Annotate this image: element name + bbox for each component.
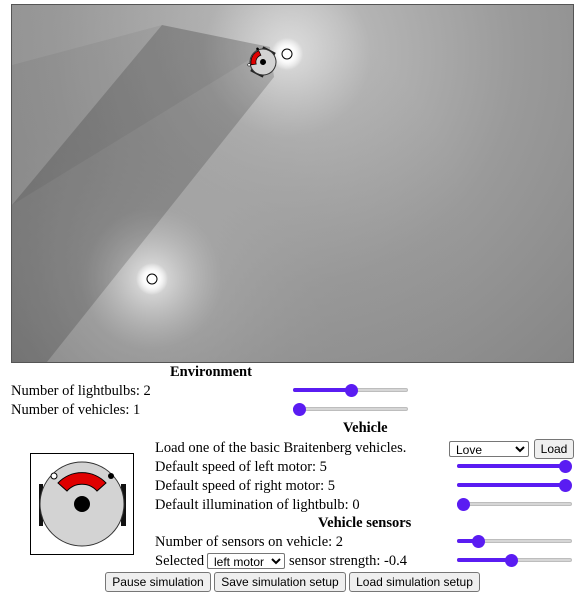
sensor-count-slider[interactable] xyxy=(457,534,572,550)
sensor-target-select[interactable] xyxy=(207,553,285,569)
sensors-heading: Vehicle sensors xyxy=(318,515,412,531)
left-motor-slider[interactable] xyxy=(457,459,572,475)
lightbulb-icon[interactable] xyxy=(136,263,168,295)
environment-heading: Environment xyxy=(170,364,252,380)
vehicles-slider[interactable] xyxy=(293,402,408,418)
right-motor-label: Default speed of right motor: 5 xyxy=(155,478,335,494)
selected-sensor-label: Selected xyxy=(155,553,205,569)
vehicle-heading: Vehicle xyxy=(343,420,388,436)
illumination-label: Default illumination of lightbulb: 0 xyxy=(155,497,360,513)
load-setup-button[interactable]: Load simulation setup xyxy=(349,572,480,592)
slider-thumb[interactable] xyxy=(345,384,358,397)
sensor-strength-slider[interactable] xyxy=(457,553,572,569)
sensor-count-label: Number of sensors on vehicle: 2 xyxy=(155,534,344,550)
pause-simulation-button[interactable]: Pause simulation xyxy=(105,572,211,592)
slider-thumb[interactable] xyxy=(472,535,485,548)
simulation-arena[interactable] xyxy=(11,4,574,363)
vehicle-preview xyxy=(30,453,134,555)
illumination-slider[interactable] xyxy=(457,497,572,513)
slider-thumb[interactable] xyxy=(293,403,306,416)
slider-thumb[interactable] xyxy=(505,554,518,567)
lightbulbs-count-label: Number of lightbulbs: 2 xyxy=(11,383,151,399)
lightbulbs-slider[interactable] xyxy=(293,383,408,399)
vehicles-count-label: Number of vehicles: 1 xyxy=(11,402,141,418)
load-preset-label: Load one of the basic Braitenberg vehicles. xyxy=(155,440,407,456)
slider-thumb[interactable] xyxy=(457,498,470,511)
slider-thumb[interactable] xyxy=(559,460,572,473)
right-motor-slider[interactable] xyxy=(457,478,572,494)
left-motor-label: Default speed of left motor: 5 xyxy=(155,459,327,475)
save-setup-button[interactable]: Save simulation setup xyxy=(214,572,346,592)
slider-thumb[interactable] xyxy=(559,479,572,492)
sensor-strength-label: sensor strength: -0.4 xyxy=(289,553,407,569)
load-preset-button[interactable]: Load xyxy=(534,439,574,459)
preset-select[interactable] xyxy=(449,441,529,457)
